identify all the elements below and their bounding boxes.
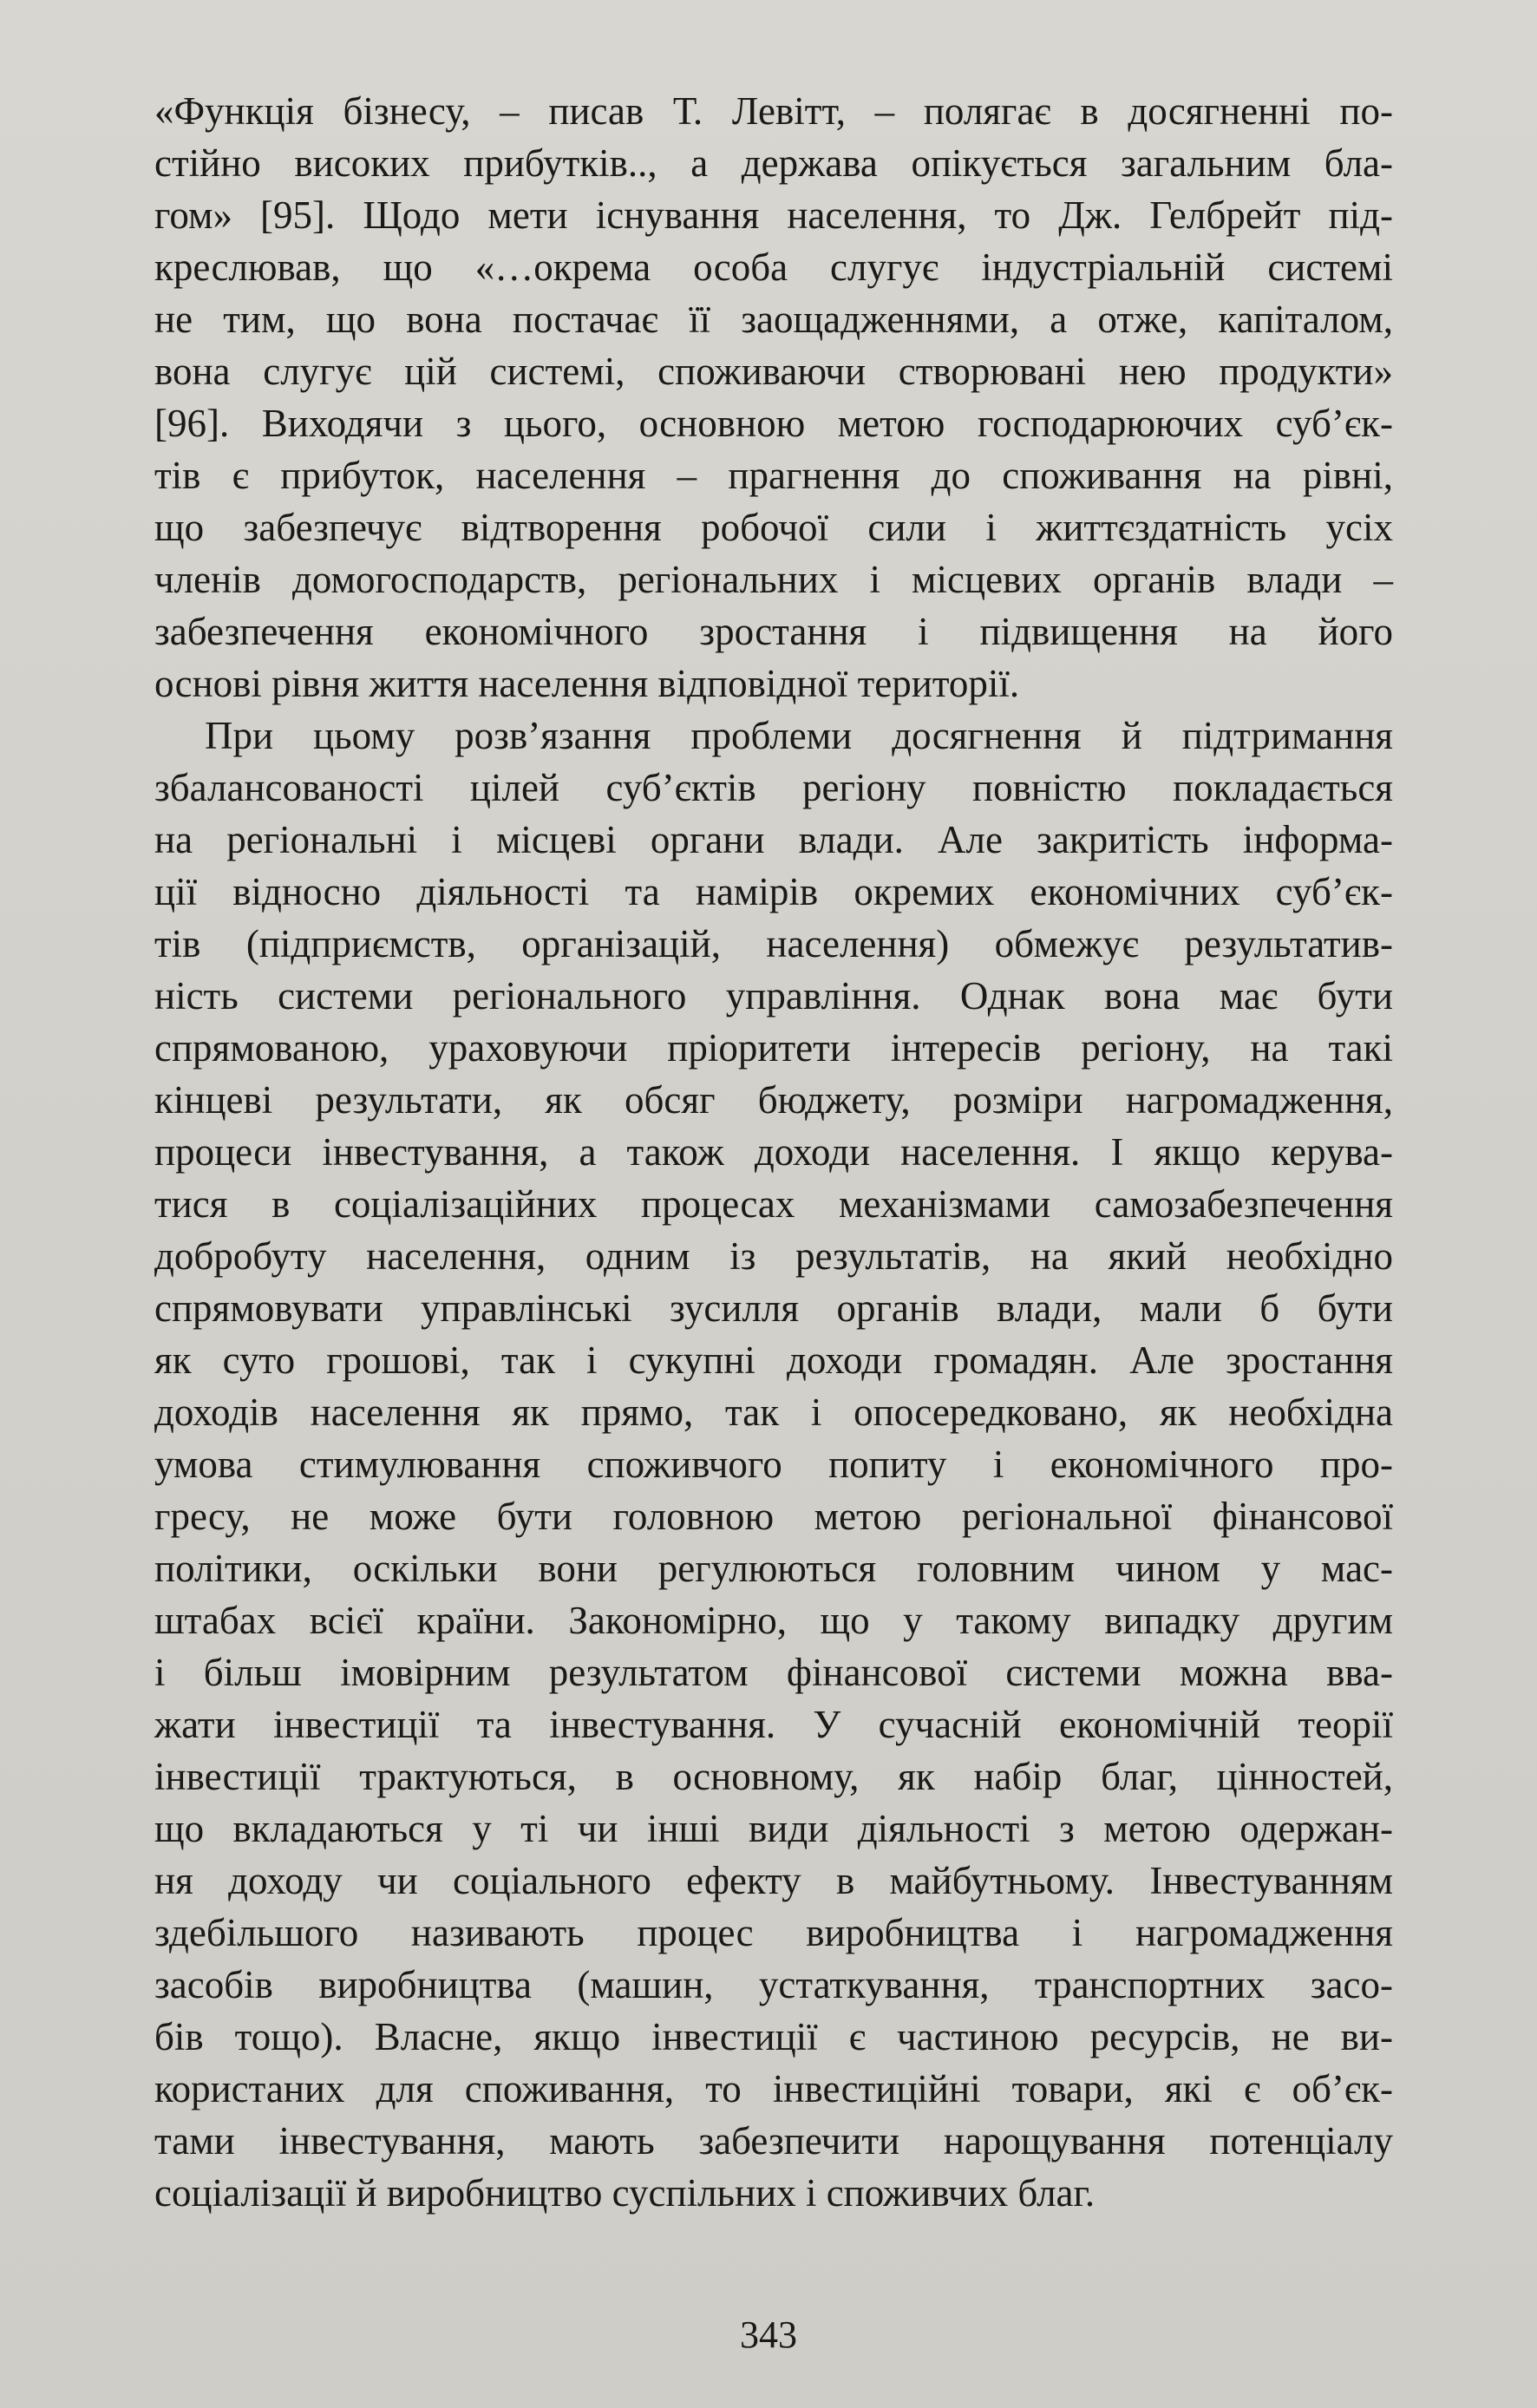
text-line: стійно високих прибутків.., а держава опікується загальним бла- (154, 141, 1393, 185)
text-line: здебільшого називають процес виробництва і нагромадження (154, 1911, 1393, 1954)
body-text (154, 85, 1393, 2219)
text-line: [96]. Виходячи з цього, основною метою господарюючих суб’єк- (154, 402, 1393, 445)
text-line: тів (підприємств, організацій, населення) обмежує результатив- (154, 922, 1393, 965)
text-line: що забезпечує відтворення робочої сили і життєздатність усіх (154, 506, 1393, 549)
text-line: кінцеві результати, як обсяг бюджету, розміри нагромадження, (154, 1078, 1393, 1122)
text-line: основі рівня життя населення відповідної території. (154, 662, 1020, 705)
paragraph (154, 710, 1393, 2219)
text-line: користаних для споживання, то інвестиційні товари, які є об’єк- (154, 2067, 1393, 2110)
text-line: і більш імовірним результатом фінансової системи можна вва- (154, 1651, 1393, 1694)
text-line: забезпечення економічного зростання і підвищення на його (154, 610, 1393, 653)
text-line: «Функція бізнесу, – писав Т. Левітт, – полягає в досягненні по- (154, 89, 1393, 133)
text-line: штабах всієї країни. Закономірно, що у такому випадку другим (154, 1599, 1393, 1642)
text-line: гом» [95]. Щодо мети існування населення, то Дж. Гелбрейт під- (154, 193, 1393, 237)
text-line: бів тощо). Власне, якщо інвестиції є частиною ресурсів, не ви- (154, 2015, 1393, 2058)
text-line: гресу, не може бути головною метою регіональної фінансової (154, 1495, 1393, 1538)
text-line: процеси інвестування, а також доходи населення. І якщо керува- (154, 1130, 1393, 1174)
text-line: членів домогосподарств, регіональних і місцевих органів влади – (154, 558, 1393, 601)
text-line: збалансованості цілей суб’єктів регіону повністю покладається (154, 766, 1393, 809)
text-line: засобів виробництва (машин, устаткування, транспортних засо- (154, 1963, 1393, 2006)
text-line: на регіональні і місцеві органи влади. Але закритість інформа- (154, 818, 1393, 861)
text-line: спрямовувати управлінські зусилля органів влади, мали б бути (154, 1286, 1393, 1330)
text-line: тів є прибуток, населення – прагнення до споживання на рівні, (154, 454, 1393, 497)
text-line: тися в соціалізаційних процесах механізмами самозабезпечення (154, 1182, 1393, 1226)
text-line: політики, оскільки вони регулюються головним чином у мас- (154, 1547, 1393, 1590)
text-line: вона слугує цій системі, споживаючи створювані нею продукти» (154, 350, 1393, 393)
text-line: доходів населення як прямо, так і опосередковано, як необхідна (154, 1390, 1393, 1434)
text-line: ції відносно діяльності та намірів окремих економічних суб’єк- (154, 870, 1393, 913)
text-line: інвестиції трактуються, в основному, як набір благ, цінностей, (154, 1755, 1393, 1798)
text-line: як суто грошові, так і сукупні доходи громадян. Але зростання (154, 1338, 1393, 1382)
text-line: ня доходу чи соціального ефекту в майбутньому. Інвестуванням (154, 1859, 1393, 1902)
paragraph (154, 85, 1393, 710)
text-line: спрямованою, ураховуючи пріоритети інтересів регіону, на такі (154, 1026, 1393, 1070)
text-line: умова стимулювання споживчого попиту і економічного про- (154, 1443, 1393, 1486)
text-line: При цьому розв’язання проблеми досягнення й підтримання (205, 714, 1393, 757)
text-line: тами інвестування, мають забезпечити нарощування потенціалу (154, 2119, 1393, 2163)
text-line: ність системи регіонального управління. Однак вона має бути (154, 974, 1393, 1018)
page-number: 343 (740, 2313, 797, 2356)
text-line: не тим, що вона постачає її заощадженнями, а отже, капіталом, (154, 298, 1393, 341)
text-line: добробуту населення, одним із результатів, на який необхідно (154, 1234, 1393, 1278)
text-line: соціалізації й виробництво суспільних і споживчих благ. (154, 2171, 1096, 2215)
text-line: креслював, що «…окрема особа слугує індустріальній системі (154, 245, 1393, 289)
text-line: що вкладаються у ті чи інші види діяльності з метою одержан- (154, 1807, 1393, 1850)
text-line: жати інвестиції та інвестування. У сучасній економічній теорії (154, 1703, 1393, 1746)
